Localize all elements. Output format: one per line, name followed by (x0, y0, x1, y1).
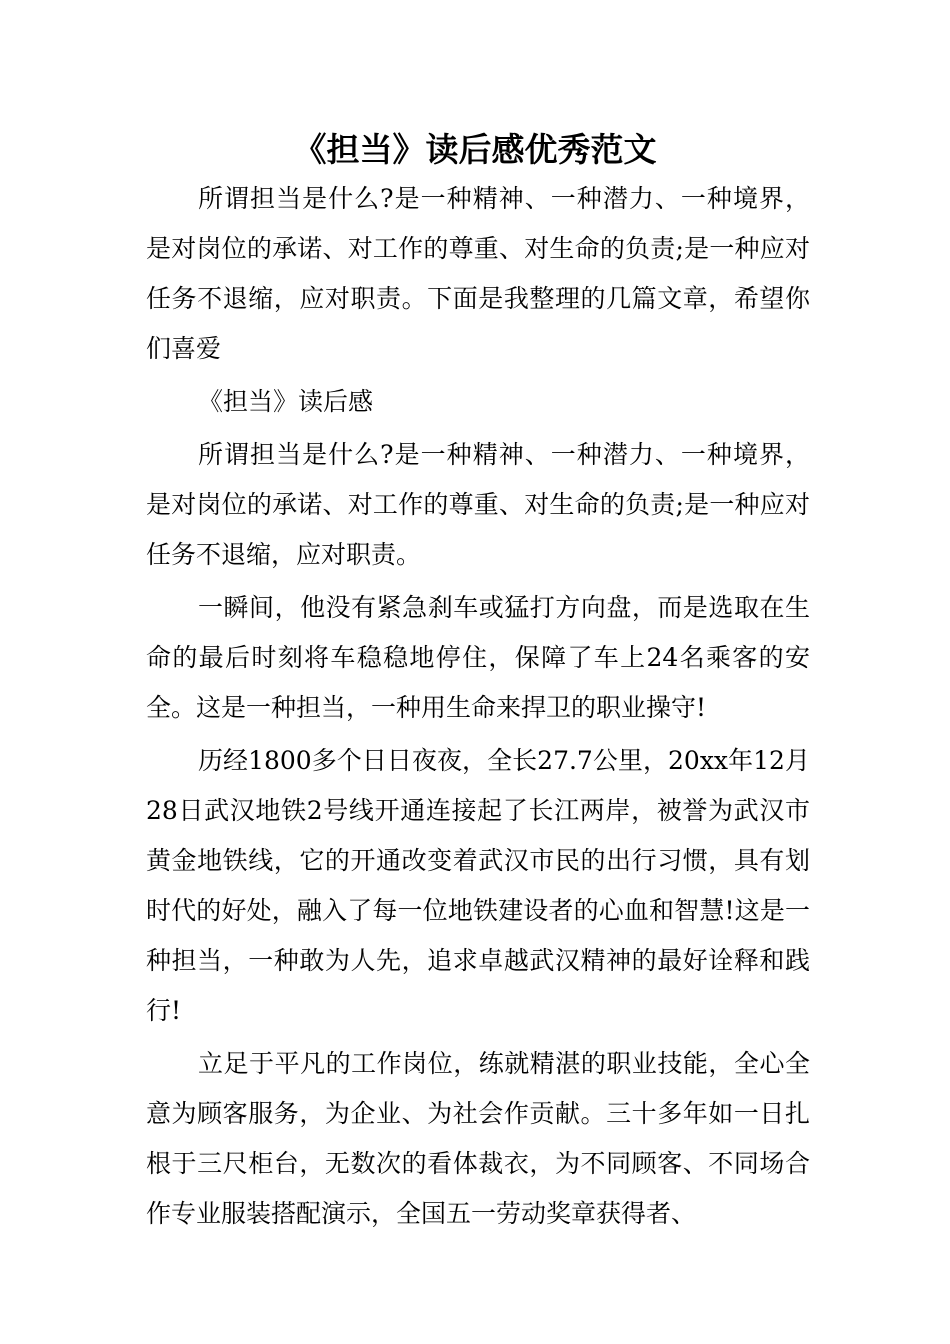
paragraph-driver: 一瞬间，他没有紧急刹车或猛打方向盘，而是选取在生命的最后时刻将车稳稳地停住，保障了车上24名乘客的安全。这是一种担当，一种用生命来捍卫的职业操守! (146, 593, 810, 722)
document-body (146, 174, 810, 1239)
paragraph-metro: 历经1800多个日日夜夜，全长27.7公里，20xx年12月28日武汉地铁2号线开通连接起了长江两岸，被誉为武汉市黄金地铁线，它的开通改变着武汉市民的出行习惯，具有划时代的好处，融入了每一位地铁建设者的心血和智慧!这是一种担当，一种敢为人先，追求卓越武汉精神的最好诠释和践行! (146, 746, 810, 1025)
paragraph-definition: 所谓担当是什么?是一种精神、一种潜力、一种境界，是对岗位的承诺、对工作的尊重、对生命的负责;是一种应对任务不退缩，应对职责。 (146, 440, 810, 569)
section-heading: 《担当》读后感 (198, 387, 374, 416)
paragraph-service: 立足于平凡的工作岗位，练就精湛的职业技能，全心全意为顾客服务，为企业、为社会作贡献。三十多年如一日扎根于三尺柜台，无数次的看体裁衣，为不同顾客、不同场合作专业服装搭配演示，全国五一劳动奖章获得者、 (146, 1049, 810, 1228)
document-title: 《担当》读后感优秀范文 (293, 130, 657, 169)
paragraph-intro: 所谓担当是什么?是一种精神、一种潜力、一种境界，是对岗位的承诺、对工作的尊重、对生命的负责;是一种应对任务不退缩，应对职责。下面是我整理的几篇文章，希望你们喜爱 (146, 184, 810, 363)
